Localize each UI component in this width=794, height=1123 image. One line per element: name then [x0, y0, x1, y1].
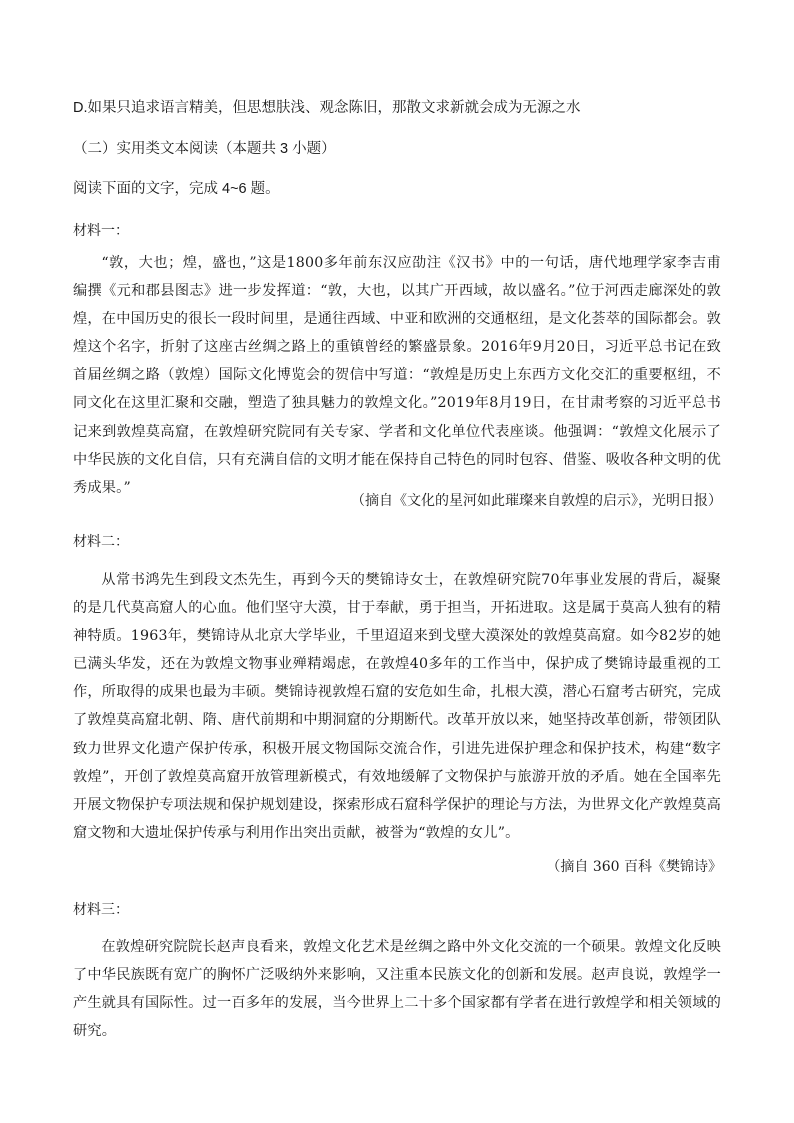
- material2-text: 从常书鸿先生到段文杰先生，再到今天的樊锦诗女士，在敦煌研究院70年事业发展的背后，凝聚的是几代莫高窟人的心血。他们坚守大漠，甘于奉献，勇于担当，开拓进取。这是属于莫高人独有的精神特质。1963年，樊锦诗从北京大学毕业，千里迢迢来到戈壁大漠深处的敦煌莫高窟。如今82岁的她已满头华发，还在为敦煌文物事业殚精竭虑，在敦煌40多年的工作当中，保护成了樊锦诗最重视的工作，所取得的成果也最为丰硕。樊锦诗视敦煌石窟的安危如生命，扎根大漠，潜心石窟考古研究，完成了敦煌莫高窟北朝、隋、唐代前期和中期洞窟的分期断代。改革开放以来，她坚持改革创新，带领团队致力世界文化遗产保护传承，积极开展文物国际交流合作，引进先进保护理念和保护技术，构建“数字敦煌”，开创了敦煌莫高窟开放管理新模式，有效地缓解了文物保护与旅游开放的矛盾。她在全国率先开展文物保护专项法规和保护规划建设，探索形成石窟科学保护的理论与方法，为世界文化产敦煌莫高窟文物和大遗址保护传承与利用作出突出贡献，被誉为“敦煌的女儿”。: [73, 572, 721, 841]
- material1-source: （摘自《文化的星河如此璀璨来自敦煌的启示》，光明日报）: [351, 493, 722, 509]
- material1-text: “敦，大也；煌，盛也，”这是1800多年前东汉应劭注《汉书》中的一句话，唐代地理学家李吉甫编撰《元和郡县图志》进一步发挥道：“敦，大也，以其广开西域，故以盛名。”位于河西走廊深处的敦煌，在中国历史的很长一段时间里，是通往西域、中亚和欧洲的交通枢纽，是文化荟萃的国际都会。敦煌这个名字，折射了这座古丝绸之路上的重镇曾经的繁盛景象。2016年9月20日，习近平总书记在致首届丝绸之路（敦煌）国际文化博览会的贺信中写道：“敦煌是历史上东西方文化交汇的重要枢纽，不同文化在这里汇聚和交融，塑造了独具魅力的敦煌文化。”2019年8月19日，在甘肃考察的习近平总书记来到敦煌莫高窟，在敦煌研究院同有关专家、学者和文化单位代表座谈。他强调：“敦煌文化展示了中华民族的文化自信，只有充满自信的文明才能在保持自己特色的同时包容、借鉴、吸收各种文明的优秀成果。”: [73, 255, 721, 496]
- material3-label: 材料三：: [73, 902, 129, 918]
- material2-label: 材料二：: [73, 534, 129, 550]
- material1-label: 材料一：: [73, 223, 129, 239]
- section-heading: （二）实用类文本阅读（本题共 3 小题）: [73, 141, 336, 157]
- instruction: 阅读下面的文字，完成 4~6 题。: [73, 181, 280, 197]
- material2-source: （摘自 360 百科《樊锦诗》: [546, 859, 722, 875]
- material3-text: 在敦煌研究院院长赵声良看来，敦煌文化艺术是丝绸之路中外文化交流的一个硕果。敦煌文化反映了中华民族既有宽广的胸怀广泛吸纳外来影响，又注重本民族文化的创新和发展。赵声良说，敦煌学一产生就具有国际性。过一百多年的发展，当今世界上二十多个国家都有学者在进行敦煌学和相关领域的研究。: [73, 939, 721, 1040]
- option-d: D.如果只追求语言精美，但思想肤浅、观念陈旧，那散文求新就会成为无源之水: [73, 100, 581, 116]
